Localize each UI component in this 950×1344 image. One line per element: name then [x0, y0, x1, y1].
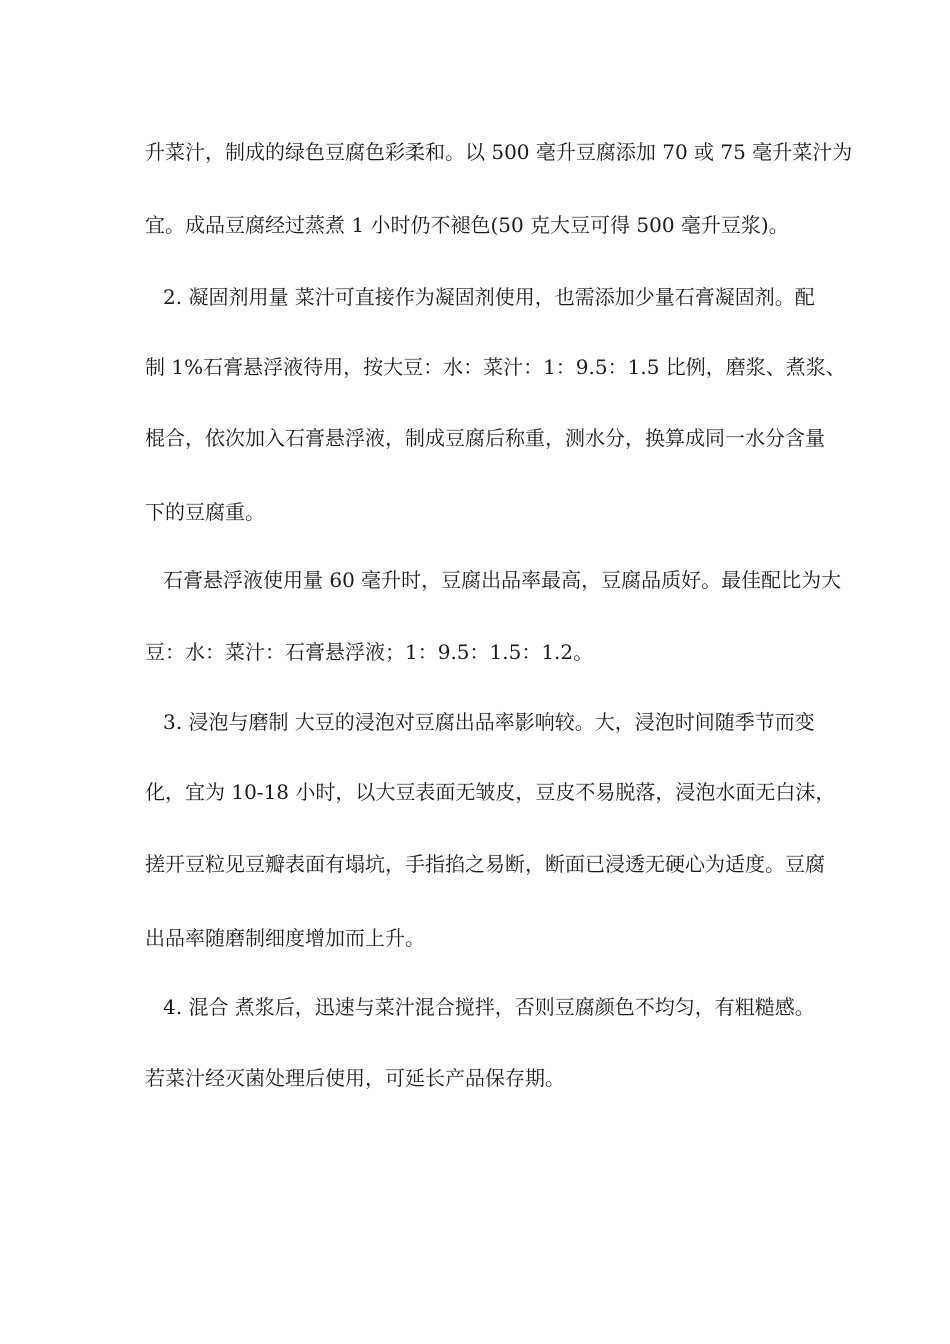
section-4-heading-line: 4. 混合 煮浆后，迅速与菜汁混合搅拌，否则豆腐颜色不均匀，有粗糙感。 [163, 995, 815, 1019]
text-line: 搓开豆粒见豆瓣表面有塌坑，手指掐之易断，断面已浸透无硬心为适度。豆腐 [145, 852, 825, 876]
text-line: 宜。成品豆腐经过蒸煮 1 小时仍不褪色(50 克大豆可得 500 毫升豆浆)。 [145, 213, 789, 237]
text-line: 豆：水：菜汁：石膏悬浮液；1：9.5：1.5：1.2。 [145, 640, 594, 664]
section-2-heading-line: 2. 凝固剂用量 菜汁可直接作为凝固剂使用，也需添加少量石膏凝固剂。配 [163, 285, 815, 309]
text-line: 制 1%石膏悬浮液待用，按大豆：水：菜汁：1：9.5：1.5 比例，磨浆、煮浆、 [145, 355, 846, 379]
text-line: 出品率随磨制细度增加而上升。 [145, 926, 425, 950]
text-line: 若菜汁经灭菌处理后使用，可延长产品保存期。 [145, 1066, 565, 1090]
paragraph-start-line: 石膏悬浮液使用量 60 毫升时，豆腐出品率最高，豆腐品质好。最佳配比为大 [163, 568, 842, 592]
text-line: 化，宜为 10-18 小时，以大豆表面无皱皮，豆皮不易脱落，浸泡水面无白沫， [145, 780, 836, 804]
section-3-heading-line: 3. 浸泡与磨制 大豆的浸泡对豆腐出品率影响较。大，浸泡时间随季节而变 [163, 710, 815, 734]
text-line: 下的豆腐重。 [145, 500, 265, 524]
text-line: 升菜汁，制成的绿色豆腐色彩柔和。以 500 毫升豆腐添加 70 或 75 毫升菜汁为 [145, 140, 853, 164]
text-line: 棍合，依次加入石膏悬浮液，制成豆腐后称重，测水分，换算成同一水分含量 [145, 426, 825, 450]
